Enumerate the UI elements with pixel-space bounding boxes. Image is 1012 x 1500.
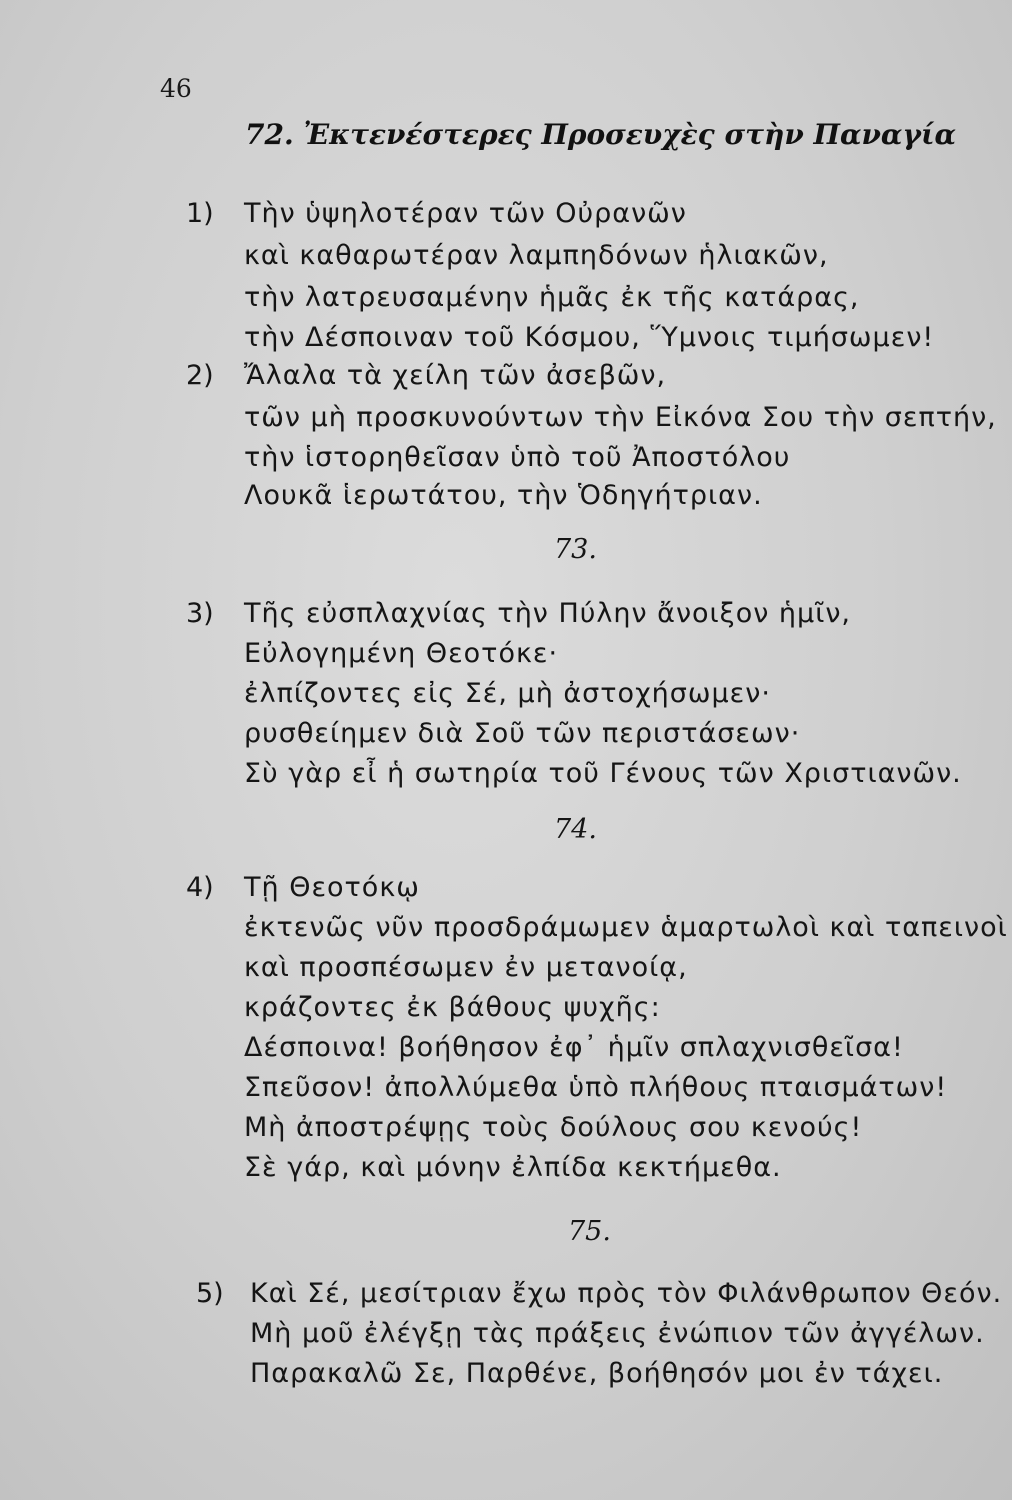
text-line: ἐλπίζοντες εἰς Σέ, μὴ ἀστοχήσωμεν· <box>244 678 771 709</box>
text-line: τὴν ἱστορηθεῖσαν ὑπὸ τοῦ Ἀποστόλου <box>244 442 791 473</box>
text-line: Εὐλογημένη Θεοτόκε· <box>244 638 559 669</box>
text-line: Μὴ μοῦ ἐλέγξῃ τὰς πράξεις ἐνώπιον τῶν ἀγγέλων. <box>250 1318 985 1349</box>
text-line: καὶ προσπέσωμεν ἐν μετανοίᾳ, <box>244 952 688 983</box>
text-line: καὶ καθαρωτέραν λαμπηδόνων ἡλιακῶν, <box>244 240 829 271</box>
text-line: τῶν μὴ προσκυνούντων τὴν Εἰκόνα Σου τὴν σεπτήν, <box>244 402 997 433</box>
text-line: Λουκᾶ ἱερωτάτου, τὴν Ὁδηγήτριαν. <box>244 480 763 511</box>
text-line: ρυσθείημεν διὰ Σοῦ τῶν περιστάσεων· <box>244 718 801 749</box>
section-number: 5) <box>196 1278 224 1309</box>
prayer-heading: 74. <box>554 814 597 845</box>
text-line: τὴν λατρευσαμένην ἡμᾶς ἐκ τῆς κατάρας, <box>244 282 860 313</box>
text-line: Καὶ Σέ, μεσίτριαν ἔχω πρὸς τὸν Φιλάνθρωπον Θεόν. <box>250 1278 1003 1309</box>
section-number: 1) <box>186 198 214 229</box>
text-line: Ἄλαλα τὰ χείλη τῶν ἀσεβῶν, <box>244 360 667 391</box>
prayer-heading: 75. <box>568 1216 611 1247</box>
text-line: κράζοντες ἐκ βάθους ψυχῆς: <box>244 992 661 1023</box>
page-title: 72. Ἐκτενέστερες Προσευχὲς στὴν Παναγία <box>245 118 957 151</box>
section-number: 3) <box>186 598 214 629</box>
text-line: Τὴν ὑψηλοτέραν τῶν Οὐρανῶν <box>244 198 687 229</box>
section-number: 4) <box>186 872 214 903</box>
text-line: Σπεῦσον! ἀπολλύμεθα ὑπὸ πλήθους πταισμάτων! <box>244 1072 948 1103</box>
text-line: Παρακαλῶ Σε, Παρθένε, βοήθησόν μοι ἐν τάχει. <box>250 1358 944 1389</box>
text-line: Τῆς εὐσπλαχνίας τὴν Πύλην ἄνοιξον ἡμῖν, <box>244 598 852 629</box>
text-line: Τῇ Θεοτόκῳ <box>244 872 420 903</box>
text-line: τὴν Δέσποιναν τοῦ Κόσμου, Ὕμνοις τιμήσωμεν! <box>244 322 935 353</box>
prayer-heading: 73. <box>554 534 597 565</box>
text-line: ἐκτενῶς νῦν προσδράμωμεν ἁμαρτωλοὶ καὶ ταπεινοὶ <box>244 912 1008 943</box>
section-number: 2) <box>186 360 214 391</box>
page-number: 46 <box>160 74 192 103</box>
text-line: Δέσποινα! βοήθησον ἐφ᾽ ἡμῖν σπλαχνισθεῖσα! <box>244 1032 904 1063</box>
text-line: Μὴ ἀποστρέψῃς τοὺς δούλους σου κενούς! <box>244 1112 863 1143</box>
text-line: Σὺ γὰρ εἶ ἡ σωτηρία τοῦ Γένους τῶν Χριστιανῶν. <box>244 758 962 789</box>
text-line: Σὲ γάρ, καὶ μόνην ἐλπίδα κεκτήμεθα. <box>244 1152 782 1183</box>
